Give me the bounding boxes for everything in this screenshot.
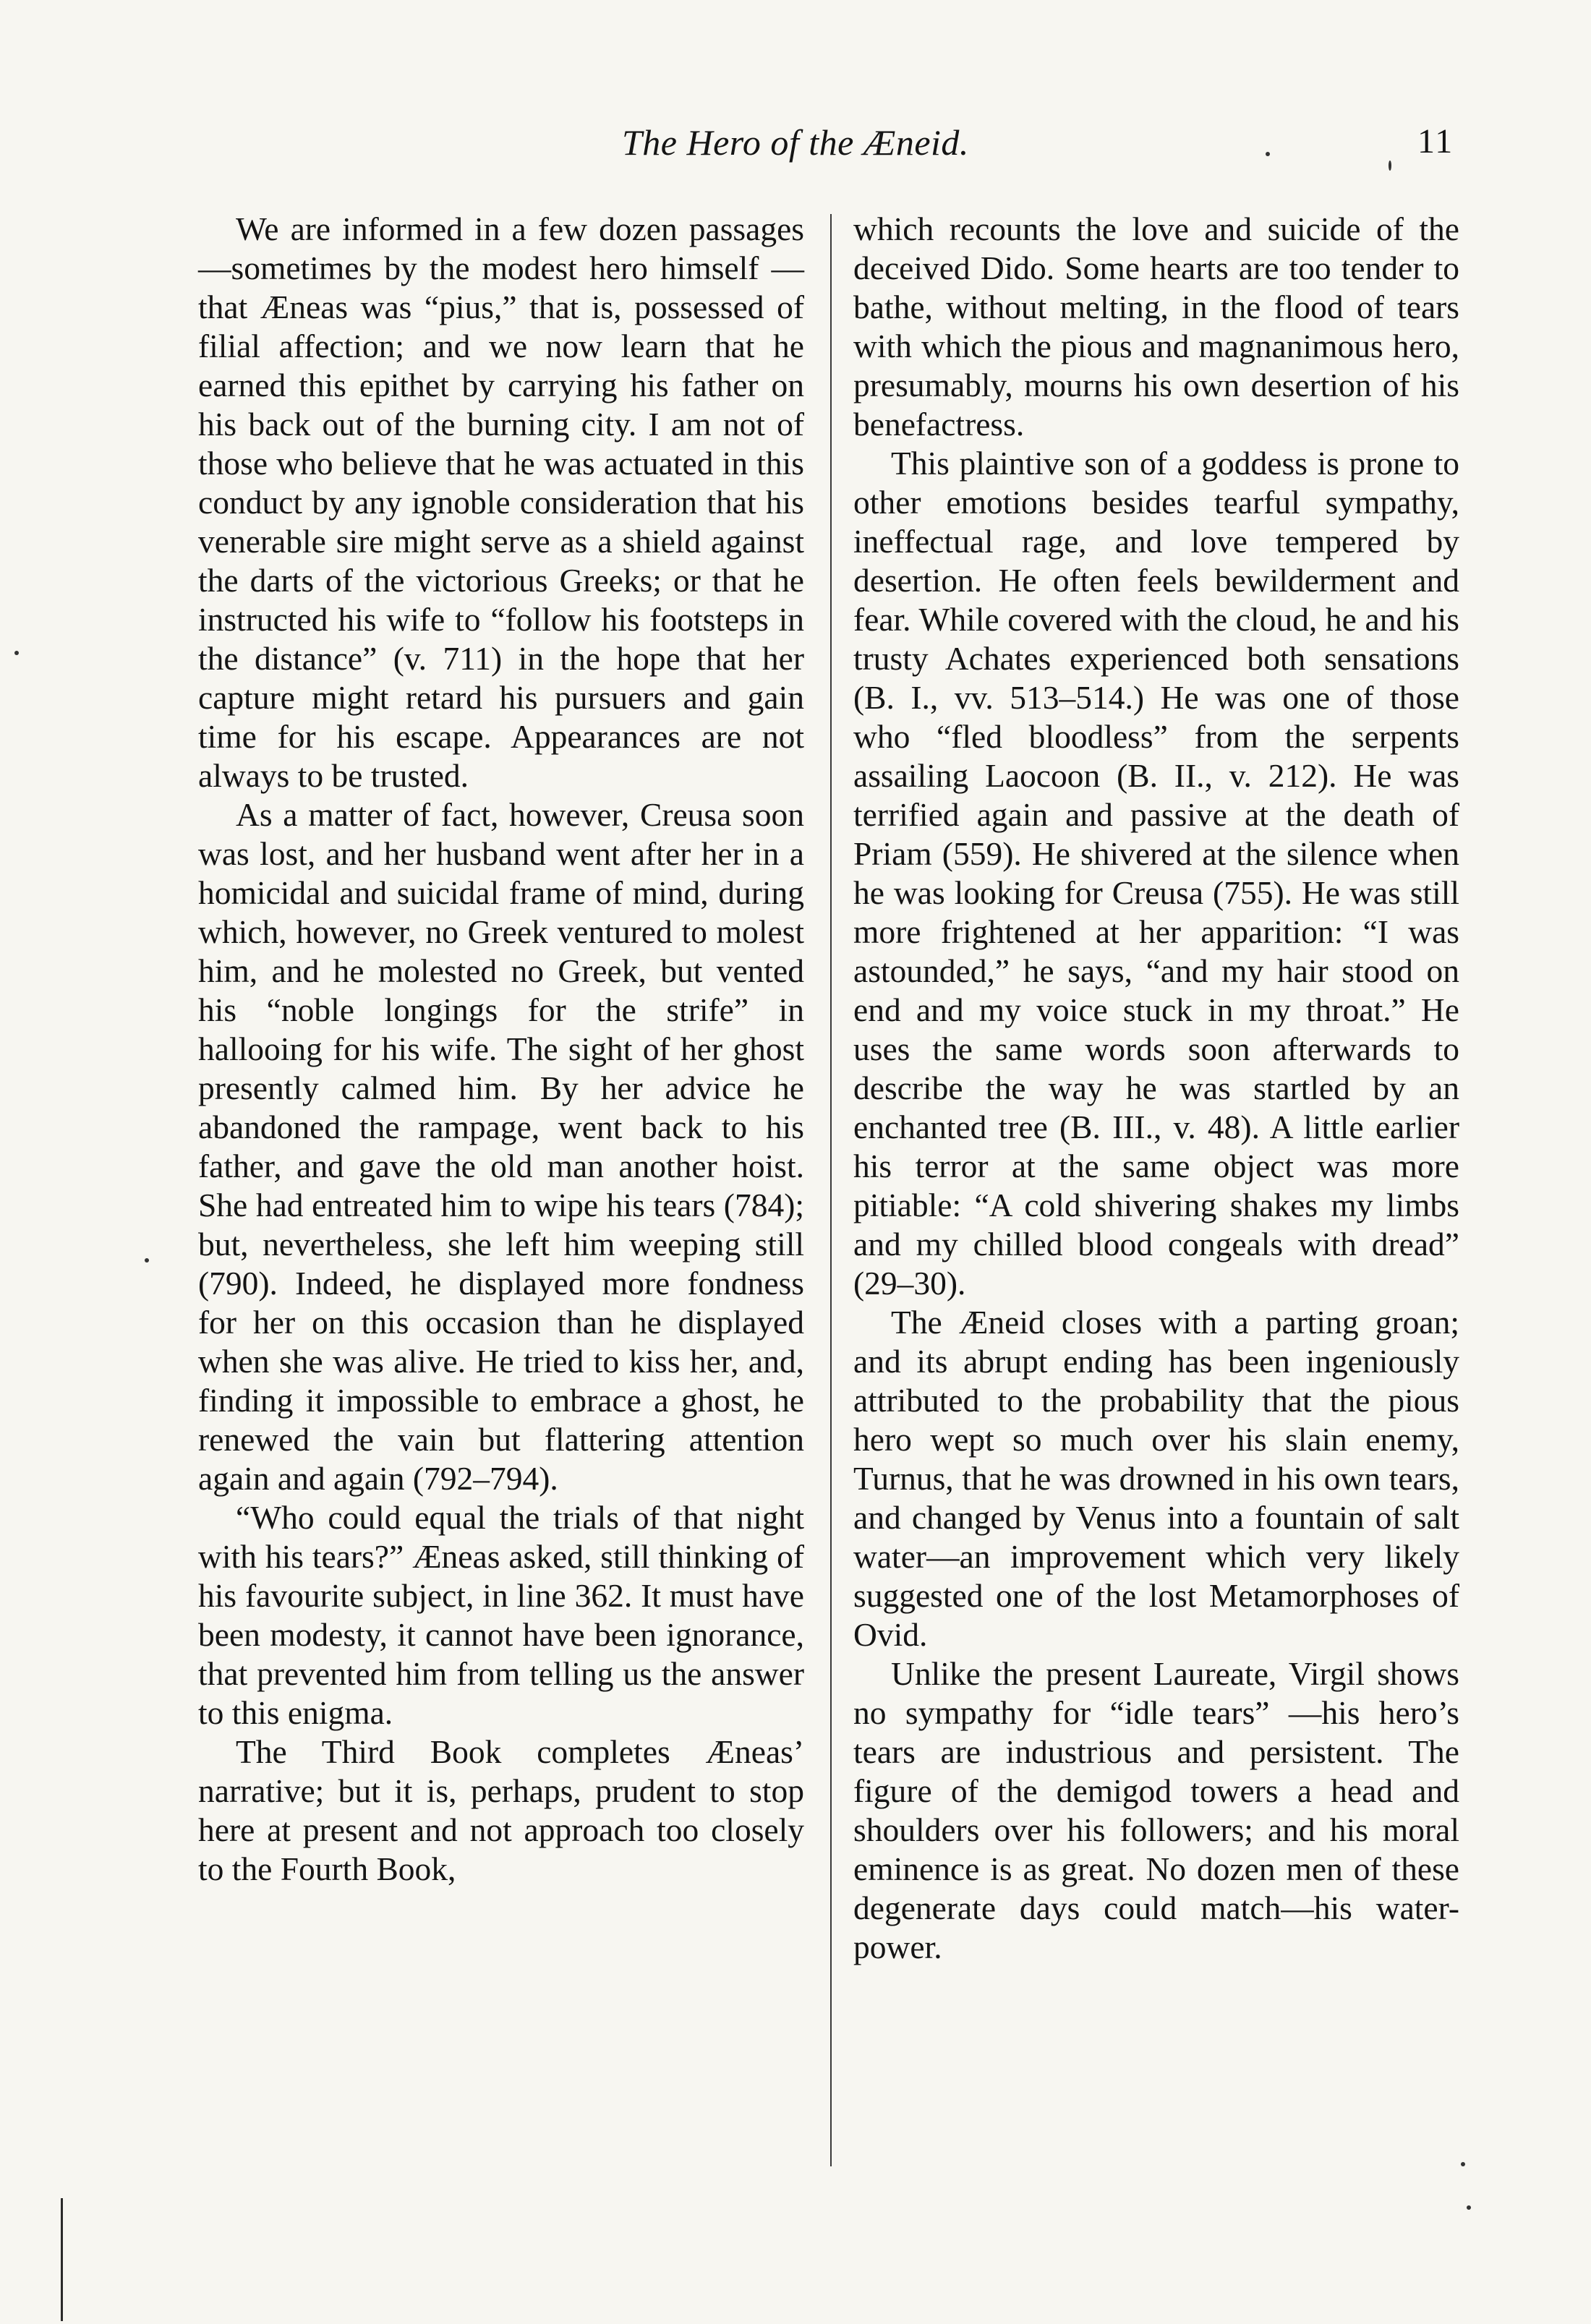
left-paragraph-3: “Who could equal the trials of that night with his tears?” Æneas asked, still thinking of his favourite subject, in line 362. It must have been modesty, it cannot have been ignorance, that prevented him from telling us the answer to this enigma. xyxy=(198,1499,804,1731)
running-head: The Hero of the Æneid. xyxy=(622,122,969,163)
scan-speck xyxy=(14,651,19,655)
left-paragraph-2: As a matter of fact, however, Creusa soon was lost, and her husband went after her in a homicidal and suicidal frame of mind, during which, however, no Greek ventured to molest him, and he molested no Greek, but vented his “noble longings for the strife” in hallooing for his wife. The sight of her ghost presently calmed him. By her advice he abandoned the rampage, went back to his father, and gave the old man another hoist. She had entreated him to wipe his tears (784); but, nevertheless, she left him weeping still (790). Indeed, he displayed more fondness for her on this occasion than he displayed when she was alive. He tried to kiss her, and, finding it impossible to embrace a ghost, he renewed the vain but flattering attention again and again (792–794). xyxy=(198,796,804,1497)
right-paragraph-2: This plaintive son of a goddess is prone to other emotions besides tearful sympathy, ineffectual rage, and love tempered by desertion. He often feels bewilderment and fear. While covered with the cloud, he and his trusty Achates experienced both sensations (B. I., vv. 513–514.) He was one of those who “fled bloodless” from the serpents assailing Laocoon (B. II., v. 212). He was terrified again and passive at the death of Priam (559). He shivered at the silence when he was looking for Creusa (755). He was still more frightened at her apparition: “I was astounded,” he says, “and my hair stood on end and my voice stuck in my throat.” He uses the same words soon afterwards to describe the way he was startled by an enchanted tree (B. III., v. 48). A little earlier his terror at the same object was more pitiable: “A cold shivering shakes my limbs and my chilled blood congeals with dread” (29–30). xyxy=(853,445,1459,1302)
right-paragraph-3: The Æneid closes with a parting groan; and its abrupt ending has been ingeniously attributed to the probability that the pious hero wept so much over his slain enemy, Turnus, that he was drowned in his own tears, and changed by Venus into a fountain of salt water—an improvement which very likely suggested one of the lost Metamorphoses of Ovid. xyxy=(853,1304,1459,1653)
right-paragraph-1: which recounts the love and suicide of the deceived Dido. Some hearts are too tender to bathe, without melting, in the flood of tears with which the pious and magnanimous hero, presumably, mourns his own desertion of his benefactress. xyxy=(853,210,1459,443)
left-paragraph-1: We are informed in a few dozen passages—sometimes by the modest hero himself — that Æneas was “pius,” that is, possessed of filial affection; and we now learn that he earned this epithet by carrying his father on his back out of the burning city. I am not of those who believe that he was actuated in this conduct by any ignoble consideration that his venerable sire might serve as a shield against the darts of the victorious Greeks; or that he instructed his wife to “follow his footsteps in the distance” (v. 711) in the hope that her capture might retard his pursuers and gain time for his escape. Appearances are not always to be trusted. xyxy=(198,210,804,794)
right-paragraph-4: Unlike the present Laureate, Virgil shows no sympathy for “idle tears” —his hero’s tears are industrious and persistent. The figure of the demigod towers a head and shoulders over his followers; and his moral eminence is as great. No dozen men of these degenerate days could match—his water-power. xyxy=(853,1655,1459,1965)
scan-speck xyxy=(145,1258,149,1263)
scan-speck xyxy=(1266,152,1270,156)
scan-speck xyxy=(1389,161,1391,171)
column-divider xyxy=(830,214,832,2166)
left-paragraph-4: The Third Book completes Æneas’ narrative; but it is, perhaps, prudent to stop here at present and not approach too closely to the Fourth Book, xyxy=(198,1733,804,1887)
scan-speck xyxy=(1467,2205,1471,2210)
scan-speck xyxy=(1461,2162,1465,2166)
scan-edge-mark xyxy=(61,2198,63,2321)
left-column xyxy=(198,210,804,1889)
page-number: 11 xyxy=(1417,122,1454,161)
right-column xyxy=(853,210,1459,1967)
